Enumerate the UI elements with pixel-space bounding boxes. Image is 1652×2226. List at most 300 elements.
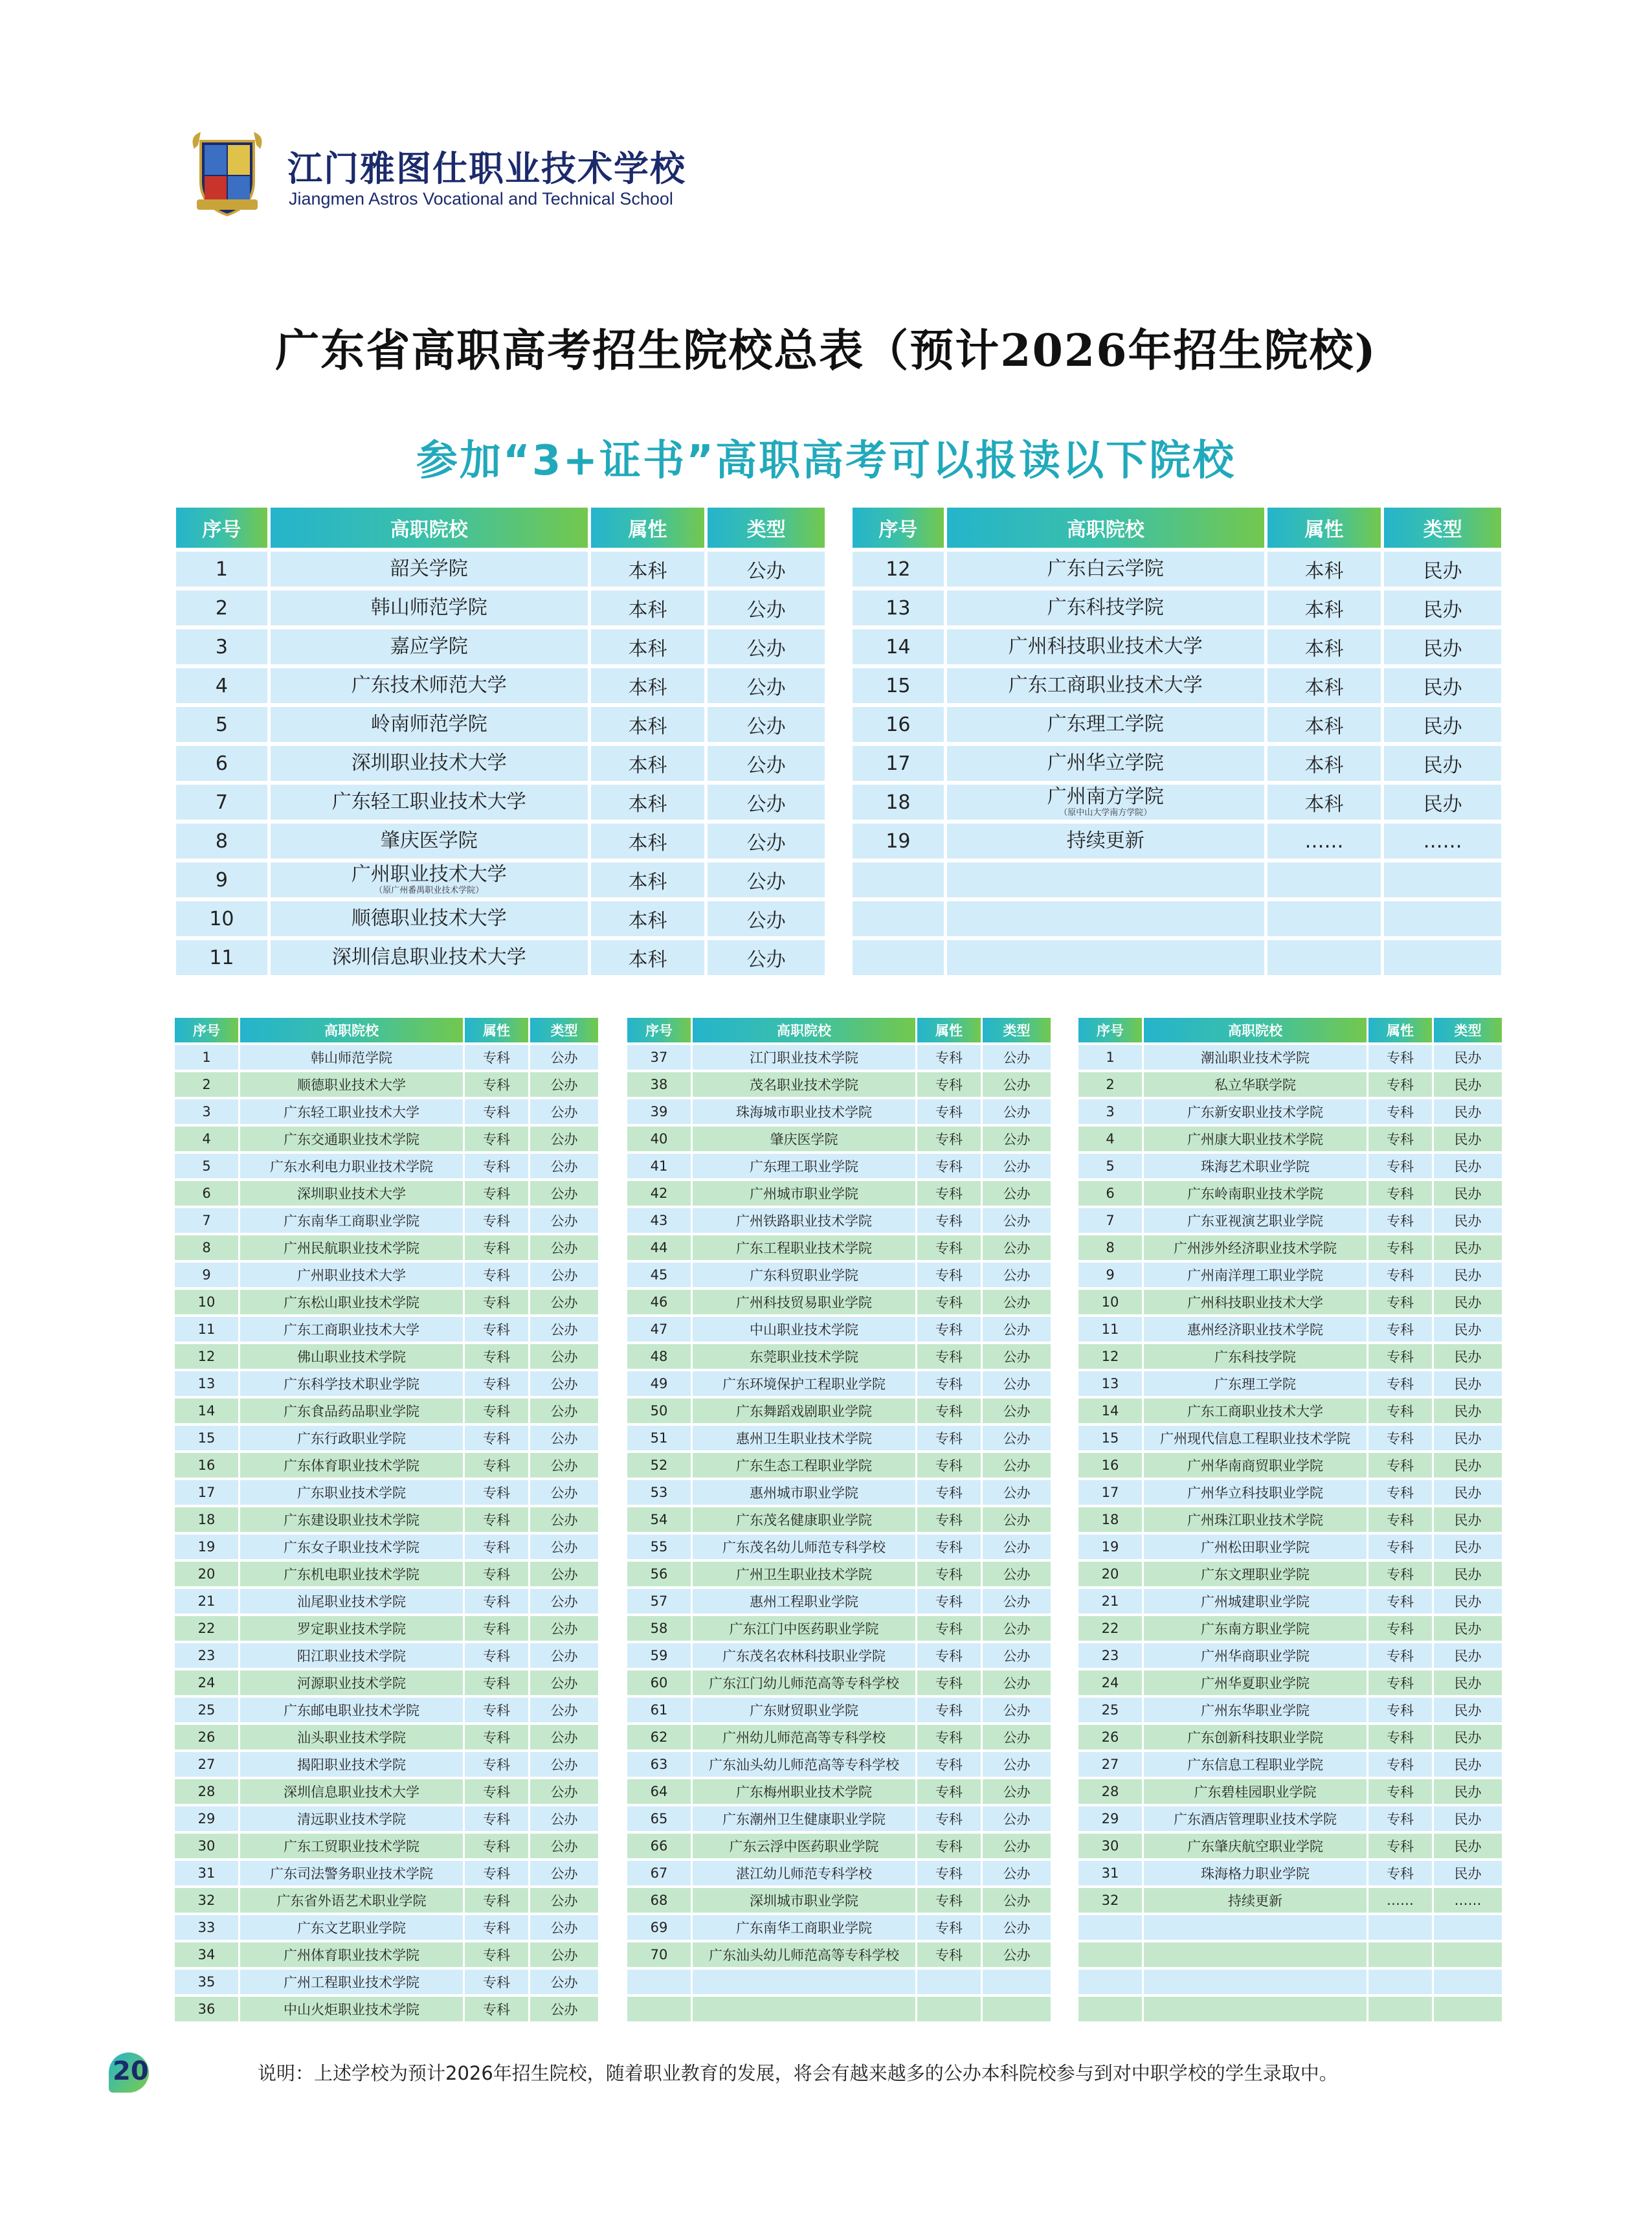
cell-school: 广州东华职业学院 bbox=[1144, 1698, 1367, 1722]
table-row bbox=[176, 668, 825, 703]
cell-attr: 专科 bbox=[1368, 1589, 1432, 1613]
cell-no: 16 bbox=[1078, 1453, 1142, 1478]
cell-type: 公办 bbox=[983, 1670, 1051, 1695]
cell-school: 持续更新 bbox=[1144, 1888, 1367, 1913]
cell-school: 中山职业技术学院 bbox=[693, 1317, 915, 1342]
col-header-attr: 属性 bbox=[591, 508, 705, 548]
cell-type: 民办 bbox=[1384, 629, 1501, 664]
table-row bbox=[1078, 1670, 1502, 1695]
table-row bbox=[1078, 1426, 1502, 1450]
cell-no: 37 bbox=[627, 1045, 691, 1070]
table-row bbox=[175, 1263, 598, 1287]
cell-no: 38 bbox=[627, 1072, 691, 1097]
school-name: 持续更新 bbox=[1066, 829, 1144, 852]
cell-school: 东莞职业技术学院 bbox=[693, 1344, 915, 1369]
cell-no: 69 bbox=[627, 1915, 691, 1940]
cell-attr bbox=[1267, 862, 1381, 897]
school-former-name-note: （原中山大学南方学院） bbox=[1059, 808, 1152, 818]
cell-no: 40 bbox=[627, 1127, 691, 1151]
cell-type: 公办 bbox=[983, 1181, 1051, 1206]
table-row bbox=[1078, 1698, 1502, 1722]
table-row bbox=[175, 1643, 598, 1668]
cell-school bbox=[271, 862, 588, 897]
cell-school: 揭阳职业技术学院 bbox=[240, 1752, 463, 1777]
footnote: 说明：上述学校为预计2026年招生院校，随着职业教育的发展，将会有越来越多的公办本科院校参与到对中职学校的学生录取中。 bbox=[258, 2062, 1338, 2084]
table-row bbox=[176, 824, 825, 859]
table-row bbox=[1078, 1317, 1502, 1342]
cell-no: 18 bbox=[853, 785, 944, 820]
cell-attr: 专科 bbox=[1368, 1426, 1432, 1450]
cell-no: 9 bbox=[1078, 1263, 1142, 1287]
cell-attr: 专科 bbox=[465, 1861, 528, 1885]
cell-type: 公办 bbox=[708, 862, 825, 897]
cell-school: 惠州卫生职业技术学院 bbox=[693, 1426, 915, 1450]
table-row bbox=[1078, 1562, 1502, 1586]
table-row bbox=[627, 1643, 1051, 1668]
table-row bbox=[627, 1725, 1051, 1749]
cell-no: 19 bbox=[853, 824, 944, 859]
cell-school: 广州华南商贸职业学院 bbox=[1144, 1453, 1367, 1478]
cell-type: 民办 bbox=[1384, 590, 1501, 625]
cell-type: 民办 bbox=[1434, 1589, 1502, 1613]
cell-attr: 专科 bbox=[917, 1453, 981, 1478]
cell-school bbox=[271, 824, 588, 859]
cell-no: 16 bbox=[853, 707, 944, 742]
cell-school bbox=[947, 707, 1264, 742]
table-row bbox=[1078, 1371, 1502, 1396]
table-row bbox=[627, 1181, 1051, 1206]
cell-type: 公办 bbox=[530, 1453, 598, 1478]
cell-no: 2 bbox=[175, 1072, 238, 1097]
cell-no: 11 bbox=[1078, 1317, 1142, 1342]
cell-type: 民办 bbox=[1434, 1643, 1502, 1668]
cell-no: 54 bbox=[627, 1507, 691, 1532]
college-private-table bbox=[1077, 1015, 1504, 2024]
table-row bbox=[175, 1725, 598, 1749]
table-row bbox=[176, 746, 825, 781]
table-row bbox=[627, 1535, 1051, 1559]
table-row bbox=[627, 1562, 1051, 1586]
col-header-attr: 属性 bbox=[1267, 508, 1381, 548]
cell-no: 61 bbox=[627, 1698, 691, 1722]
cell-type: 公办 bbox=[530, 1670, 598, 1695]
cell-attr: 专科 bbox=[917, 1562, 981, 1586]
cell-attr: 专科 bbox=[465, 1263, 528, 1287]
cell-no: 10 bbox=[1078, 1290, 1142, 1314]
cell-school bbox=[271, 940, 588, 975]
cell-attr: 专科 bbox=[1368, 1616, 1432, 1641]
cell-no: 23 bbox=[175, 1643, 238, 1668]
cell-type: 公办 bbox=[530, 1426, 598, 1450]
cell-type: 公办 bbox=[530, 1616, 598, 1641]
cell-school: 广东信息工程职业学院 bbox=[1144, 1752, 1367, 1777]
cell-school: 广东理工学院 bbox=[1144, 1371, 1367, 1396]
table-row bbox=[175, 1154, 598, 1178]
table-row bbox=[627, 1344, 1051, 1369]
cell-no: 11 bbox=[175, 1317, 238, 1342]
cell-school: 广东舞蹈戏剧职业学院 bbox=[693, 1399, 915, 1423]
cell-school: 顺德职业技术大学 bbox=[240, 1072, 463, 1097]
table-row bbox=[627, 1752, 1051, 1777]
page-title: 广东省高职高考招生院校总表（预计2026年招生院校) bbox=[275, 325, 1377, 377]
table-row bbox=[176, 785, 825, 820]
cell-school: 广东汕头幼儿师范高等专科学校 bbox=[693, 1752, 915, 1777]
cell-no: 6 bbox=[1078, 1181, 1142, 1206]
cell-no bbox=[627, 1997, 691, 2021]
cell-no: 8 bbox=[1078, 1235, 1142, 1260]
cell-no: 8 bbox=[175, 1235, 238, 1260]
cell-attr: 本科 bbox=[1267, 590, 1381, 625]
cell-attr: 专科 bbox=[1368, 1181, 1432, 1206]
cell-no: 21 bbox=[1078, 1589, 1142, 1613]
cell-no: 15 bbox=[853, 668, 944, 703]
school-name: 深圳信息职业技术大学 bbox=[331, 946, 526, 969]
cell-school: 广东轻工职业技术大学 bbox=[240, 1099, 463, 1124]
cell-type: 公办 bbox=[530, 1208, 598, 1233]
cell-no bbox=[627, 1970, 691, 1994]
col-header-no: 序号 bbox=[853, 508, 944, 548]
table-row bbox=[175, 1127, 598, 1151]
table-row bbox=[627, 1834, 1051, 1858]
table-row bbox=[853, 940, 1501, 975]
table-row bbox=[175, 1616, 598, 1641]
cell-no: 4 bbox=[1078, 1127, 1142, 1151]
cell-no: 58 bbox=[627, 1616, 691, 1641]
cell-no: 10 bbox=[176, 901, 267, 936]
table-row bbox=[1078, 1507, 1502, 1532]
cell-school: 广东科学技术职业学院 bbox=[240, 1371, 463, 1396]
cell-type bbox=[1434, 1997, 1502, 2021]
cell-type: 公办 bbox=[708, 707, 825, 742]
table-row bbox=[176, 707, 825, 742]
cell-school: 广东建设职业技术学院 bbox=[240, 1507, 463, 1532]
cell-no: 52 bbox=[627, 1453, 691, 1478]
cell-school bbox=[947, 785, 1264, 820]
cell-type: 公办 bbox=[983, 1072, 1051, 1097]
cell-no: 5 bbox=[176, 707, 267, 742]
school-name: 顺德职业技术大学 bbox=[351, 907, 507, 930]
cell-no: 25 bbox=[1078, 1698, 1142, 1722]
table-row bbox=[175, 1181, 598, 1206]
cell-type: 公办 bbox=[530, 1725, 598, 1749]
cell-school bbox=[1144, 1942, 1367, 1967]
cell-no: 44 bbox=[627, 1235, 691, 1260]
cell-no: 12 bbox=[175, 1344, 238, 1369]
table-row bbox=[1078, 1290, 1502, 1314]
cell-attr: 专科 bbox=[465, 1072, 528, 1097]
table-row bbox=[627, 1453, 1051, 1478]
cell-school: 广东科贸职业学院 bbox=[693, 1263, 915, 1287]
cell-no: 31 bbox=[175, 1861, 238, 1885]
cell-attr: 本科 bbox=[591, 590, 705, 625]
cell-type: 民办 bbox=[1434, 1453, 1502, 1478]
school-name: 广州科技职业技术大学 bbox=[1008, 635, 1203, 658]
table-row bbox=[175, 1535, 598, 1559]
cell-type: 公办 bbox=[708, 785, 825, 820]
cell-attr: 专科 bbox=[1368, 1453, 1432, 1478]
cell-school: 惠州工程职业学院 bbox=[693, 1589, 915, 1613]
cell-attr: 专科 bbox=[465, 1725, 528, 1749]
cell-type: 公办 bbox=[983, 1752, 1051, 1777]
cell-type: 公办 bbox=[530, 1643, 598, 1668]
cell-school: 广州珠江职业技术学院 bbox=[1144, 1507, 1367, 1532]
cell-school: 广州涉外经济职业技术学院 bbox=[1144, 1235, 1367, 1260]
school-former-name-note: （原广州番禺职业技术学院） bbox=[374, 886, 484, 895]
table-row bbox=[1078, 1616, 1502, 1641]
cell-no: 4 bbox=[176, 668, 267, 703]
cell-school: 罗定职业技术学院 bbox=[240, 1616, 463, 1641]
cell-type: 公办 bbox=[983, 1317, 1051, 1342]
col-header-type: 类型 bbox=[983, 1018, 1051, 1042]
table-row bbox=[1078, 1834, 1502, 1858]
cell-attr: 专科 bbox=[465, 1399, 528, 1423]
cell-no: 63 bbox=[627, 1752, 691, 1777]
cell-attr: 专科 bbox=[1368, 1752, 1432, 1777]
cell-school: 广州体育职业技术学院 bbox=[240, 1942, 463, 1967]
table-row bbox=[627, 1154, 1051, 1178]
cell-attr: 专科 bbox=[917, 1181, 981, 1206]
table-row bbox=[1078, 1453, 1502, 1478]
school-name: 韩山师范学院 bbox=[370, 596, 487, 619]
cell-school bbox=[271, 629, 588, 664]
cell-no: 19 bbox=[1078, 1535, 1142, 1559]
cell-attr: 专科 bbox=[917, 1072, 981, 1097]
cell-attr: 专科 bbox=[1368, 1643, 1432, 1668]
cell-type: 民办 bbox=[1384, 668, 1501, 703]
cell-school: 广东科技学院 bbox=[1144, 1344, 1367, 1369]
cell-type: 公办 bbox=[530, 1752, 598, 1777]
cell-attr: 专科 bbox=[1368, 1562, 1432, 1586]
cell-school: 广东创新科技职业学院 bbox=[1144, 1725, 1367, 1749]
table-row bbox=[627, 1290, 1051, 1314]
cell-no: 28 bbox=[175, 1779, 238, 1804]
cell-attr: 专科 bbox=[1368, 1806, 1432, 1831]
table-row bbox=[175, 1290, 598, 1314]
cell-attr: 专科 bbox=[465, 1834, 528, 1858]
cell-school: 江门职业技术学院 bbox=[693, 1045, 915, 1070]
cell-school: 中山火炬职业技术学院 bbox=[240, 1997, 463, 2021]
table-row bbox=[627, 1235, 1051, 1260]
cell-type: 公办 bbox=[983, 1344, 1051, 1369]
cell-no: 31 bbox=[1078, 1861, 1142, 1885]
cell-attr: 专科 bbox=[917, 1616, 981, 1641]
table-row bbox=[1078, 1072, 1502, 1097]
cell-school: 广东机电职业技术学院 bbox=[240, 1562, 463, 1586]
cell-attr: 专科 bbox=[1368, 1263, 1432, 1287]
cell-attr: 专科 bbox=[465, 1670, 528, 1695]
cell-no: 42 bbox=[627, 1181, 691, 1206]
cell-school: 广东女子职业技术学院 bbox=[240, 1535, 463, 1559]
cell-no: 39 bbox=[627, 1099, 691, 1124]
cell-type: 公办 bbox=[983, 1616, 1051, 1641]
cell-no: 16 bbox=[175, 1453, 238, 1478]
cell-no: 6 bbox=[176, 746, 267, 781]
cell-no: 29 bbox=[175, 1806, 238, 1831]
cell-no: 60 bbox=[627, 1670, 691, 1695]
table-row bbox=[853, 707, 1501, 742]
cell-type: 民办 bbox=[1434, 1263, 1502, 1287]
cell-attr: 专科 bbox=[1368, 1670, 1432, 1695]
cell-no: 7 bbox=[1078, 1208, 1142, 1233]
cell-school: 深圳信息职业技术大学 bbox=[240, 1779, 463, 1804]
cell-school: 广东茂名健康职业学院 bbox=[693, 1507, 915, 1532]
cell-no: 3 bbox=[1078, 1099, 1142, 1124]
school-name: 广东白云学院 bbox=[1047, 557, 1164, 580]
table-row bbox=[175, 1317, 598, 1342]
table-row bbox=[1078, 1480, 1502, 1505]
col-header-attr: 属性 bbox=[465, 1018, 528, 1042]
cell-type: 民办 bbox=[1434, 1344, 1502, 1369]
table-row bbox=[853, 862, 1501, 897]
cell-no bbox=[853, 901, 944, 936]
cell-school bbox=[947, 901, 1264, 936]
cell-type: 公办 bbox=[983, 1235, 1051, 1260]
cell-type: 公办 bbox=[708, 668, 825, 703]
cell-attr: 专科 bbox=[1368, 1834, 1432, 1858]
cell-no: 33 bbox=[175, 1915, 238, 1940]
cell-school: 广州民航职业技术学院 bbox=[240, 1235, 463, 1260]
school-name: 广东科技学院 bbox=[1047, 596, 1164, 619]
cell-attr: 专科 bbox=[465, 1997, 528, 2021]
cell-attr: 本科 bbox=[591, 824, 705, 859]
cell-no: 7 bbox=[175, 1208, 238, 1233]
cell-attr: 本科 bbox=[591, 940, 705, 975]
table-row bbox=[1078, 1888, 1502, 1913]
school-name: 广州华立学院 bbox=[1047, 752, 1164, 774]
col-header-type: 类型 bbox=[1384, 508, 1501, 548]
col-header-school: 高职院校 bbox=[1144, 1018, 1367, 1042]
table-row bbox=[1078, 1915, 1502, 1940]
cell-attr: 专科 bbox=[1368, 1507, 1432, 1532]
table-row bbox=[1078, 1181, 1502, 1206]
table-row bbox=[1078, 1045, 1502, 1070]
cell-type: 公办 bbox=[708, 552, 825, 587]
cell-no: 18 bbox=[1078, 1507, 1142, 1532]
cell-no: 27 bbox=[175, 1752, 238, 1777]
cell-school bbox=[271, 552, 588, 587]
cell-type: 公办 bbox=[530, 1779, 598, 1804]
cell-attr: 专科 bbox=[1368, 1698, 1432, 1722]
cell-no: 5 bbox=[1078, 1154, 1142, 1178]
cell-school: 广东工商职业技术大学 bbox=[1144, 1399, 1367, 1423]
cell-type: 公办 bbox=[983, 1806, 1051, 1831]
table-row bbox=[627, 1426, 1051, 1450]
cell-type: 公办 bbox=[708, 940, 825, 975]
cell-attr: 专科 bbox=[465, 1507, 528, 1532]
table-row bbox=[176, 901, 825, 936]
cell-type: …… bbox=[1384, 824, 1501, 859]
cell-type: 民办 bbox=[1434, 1562, 1502, 1586]
cell-school: 广东工程职业技术学院 bbox=[693, 1235, 915, 1260]
table-row bbox=[175, 1698, 598, 1722]
table-row bbox=[1078, 1725, 1502, 1749]
cell-attr: 专科 bbox=[1368, 1072, 1432, 1097]
cell-attr: 专科 bbox=[917, 1371, 981, 1396]
cell-school bbox=[947, 746, 1264, 781]
table-row bbox=[175, 1072, 598, 1097]
cell-no: 8 bbox=[176, 824, 267, 859]
cell-type: 民办 bbox=[1434, 1861, 1502, 1885]
cell-school bbox=[1144, 1915, 1367, 1940]
cell-type: 公办 bbox=[530, 1507, 598, 1532]
cell-school bbox=[947, 668, 1264, 703]
cell-attr: 专科 bbox=[1368, 1480, 1432, 1505]
cell-school: 佛山职业技术学院 bbox=[240, 1344, 463, 1369]
cell-type: 民办 bbox=[1434, 1290, 1502, 1314]
cell-school: 珠海格力职业学院 bbox=[1144, 1861, 1367, 1885]
table-row bbox=[1078, 1535, 1502, 1559]
cell-no: 25 bbox=[175, 1698, 238, 1722]
school-name: 广东技术师范大学 bbox=[351, 674, 507, 697]
table-row bbox=[175, 1371, 598, 1396]
cell-attr: 本科 bbox=[1267, 629, 1381, 664]
cell-school: 广州现代信息工程职业技术学院 bbox=[1144, 1426, 1367, 1450]
cell-type: 民办 bbox=[1434, 1127, 1502, 1151]
cell-no: 68 bbox=[627, 1888, 691, 1913]
table-row bbox=[627, 1861, 1051, 1885]
cell-type bbox=[1434, 1942, 1502, 1967]
cell-attr: …… bbox=[1267, 824, 1381, 859]
cell-attr: 专科 bbox=[465, 1535, 528, 1559]
cell-attr: 专科 bbox=[465, 1235, 528, 1260]
cell-type: 民办 bbox=[1434, 1371, 1502, 1396]
cell-type: 民办 bbox=[1434, 1670, 1502, 1695]
table-row bbox=[627, 1208, 1051, 1233]
table-row bbox=[853, 824, 1501, 859]
page-subtitle: 参加“3+证书”高职高考可以报读以下院校 bbox=[416, 437, 1236, 485]
cell-no: 47 bbox=[627, 1317, 691, 1342]
table-row bbox=[175, 1344, 598, 1369]
table-row bbox=[176, 862, 825, 897]
cell-school bbox=[947, 824, 1264, 859]
cell-no: 5 bbox=[175, 1154, 238, 1178]
cell-attr: 专科 bbox=[917, 1045, 981, 1070]
cell-school: 广东茂名农林科技职业学院 bbox=[693, 1643, 915, 1668]
cell-no: 32 bbox=[1078, 1888, 1142, 1913]
cell-no: 70 bbox=[627, 1942, 691, 1967]
cell-attr: 本科 bbox=[591, 552, 705, 587]
cell-no: 24 bbox=[175, 1670, 238, 1695]
cell-attr: 专科 bbox=[465, 1942, 528, 1967]
table-row bbox=[176, 590, 825, 625]
table-row bbox=[627, 1099, 1051, 1124]
table-row bbox=[176, 940, 825, 975]
cell-attr: 专科 bbox=[917, 1806, 981, 1831]
cell-type: 公办 bbox=[530, 1698, 598, 1722]
cell-attr: 专科 bbox=[465, 1643, 528, 1668]
cell-attr: 专科 bbox=[917, 1535, 981, 1559]
cell-attr: 专科 bbox=[465, 1154, 528, 1178]
table-row bbox=[627, 1779, 1051, 1804]
cell-attr: 专科 bbox=[465, 1589, 528, 1613]
cell-attr: 专科 bbox=[465, 1426, 528, 1450]
cell-type: 公办 bbox=[983, 1263, 1051, 1287]
college-public-table-1 bbox=[173, 1015, 600, 2024]
cell-attr: 专科 bbox=[917, 1399, 981, 1423]
cell-type: 民办 bbox=[1384, 785, 1501, 820]
school-name-en: Jiangmen Astros Vocational and Technical School bbox=[289, 189, 673, 208]
cell-type: 公办 bbox=[708, 629, 825, 664]
cell-attr: 专科 bbox=[465, 1181, 528, 1206]
table-row bbox=[175, 1834, 598, 1858]
cell-no: 27 bbox=[1078, 1752, 1142, 1777]
cell-type: 公办 bbox=[983, 1942, 1051, 1967]
cell-no: 17 bbox=[853, 746, 944, 781]
table-row bbox=[853, 629, 1501, 664]
cell-type: 公办 bbox=[983, 1589, 1051, 1613]
cell-school: 河源职业技术学院 bbox=[240, 1670, 463, 1695]
cell-no: 17 bbox=[1078, 1480, 1142, 1505]
